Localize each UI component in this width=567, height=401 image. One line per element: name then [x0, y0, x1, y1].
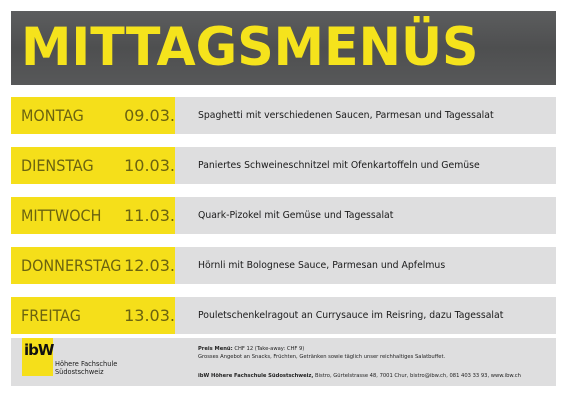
- snack-info: Grosses Angebot an Snacks, Früchten, Getränken sowie täglich unser reichhaltiges Salatbuffet.: [198, 354, 446, 360]
- school-line-1: Höhere Fachschule: [55, 360, 118, 368]
- address-details: Bistro, Gürtelstrasse 48, 7001 Chur, bistro@ibw.ch, 081 403 33 93, www.ibw.ch: [315, 373, 521, 379]
- day-name: DONNERSTAG: [21, 256, 122, 275]
- school-name: [55, 360, 117, 376]
- price-info: [198, 346, 304, 352]
- day-name: MITTWOCH: [21, 206, 102, 225]
- dish-text: Pouletschenkelragout an Currysauce im Reisring, dazu Tagessalat: [198, 310, 504, 321]
- dish-text: Spaghetti mit verschiedenen Saucen, Parmesan und Tagessalat: [198, 110, 494, 121]
- day-name: MONTAG: [21, 106, 84, 125]
- footer: [11, 338, 556, 386]
- day-box: [11, 197, 175, 234]
- address-name: ibW Höhere Fachschule Südostschweiz,: [198, 373, 314, 379]
- page-title: MITTAGSMENÜS: [21, 17, 479, 78]
- menu-row-tuesday: [11, 147, 556, 184]
- header-banner: [11, 11, 556, 85]
- day-date: 13.03.: [124, 306, 175, 325]
- menu-row-wednesday: [11, 197, 556, 234]
- day-box: [11, 297, 175, 334]
- price-value: CHF 12 (Take-away: CHF 9): [234, 346, 305, 352]
- day-date: 12.03.: [124, 256, 175, 275]
- day-name: DIENSTAG: [21, 156, 94, 175]
- logo-text: ibW: [24, 341, 54, 359]
- ibw-logo: [22, 338, 53, 376]
- address-info: [198, 373, 521, 379]
- menu-row-thursday: [11, 247, 556, 284]
- dish-text: Quark-Pizokel mit Gemüse und Tagessalat: [198, 210, 394, 221]
- menu-row-friday: [11, 297, 556, 334]
- school-line-2: Südostschweiz: [55, 368, 104, 376]
- day-name: FREITAG: [21, 306, 81, 325]
- day-date: 10.03.: [124, 156, 175, 175]
- day-box: [11, 247, 175, 284]
- day-date: 11.03.: [124, 206, 175, 225]
- price-label: Preis Menü:: [198, 346, 233, 352]
- dish-text: Paniertes Schweineschnitzel mit Ofenkartoffeln und Gemüse: [198, 160, 480, 171]
- day-box: [11, 97, 175, 134]
- menu-row-monday: [11, 97, 556, 134]
- dish-text: Hörnli mit Bolognese Sauce, Parmesan und Apfelmus: [198, 260, 446, 271]
- day-date: 09.03.: [124, 106, 175, 125]
- day-box: [11, 147, 175, 184]
